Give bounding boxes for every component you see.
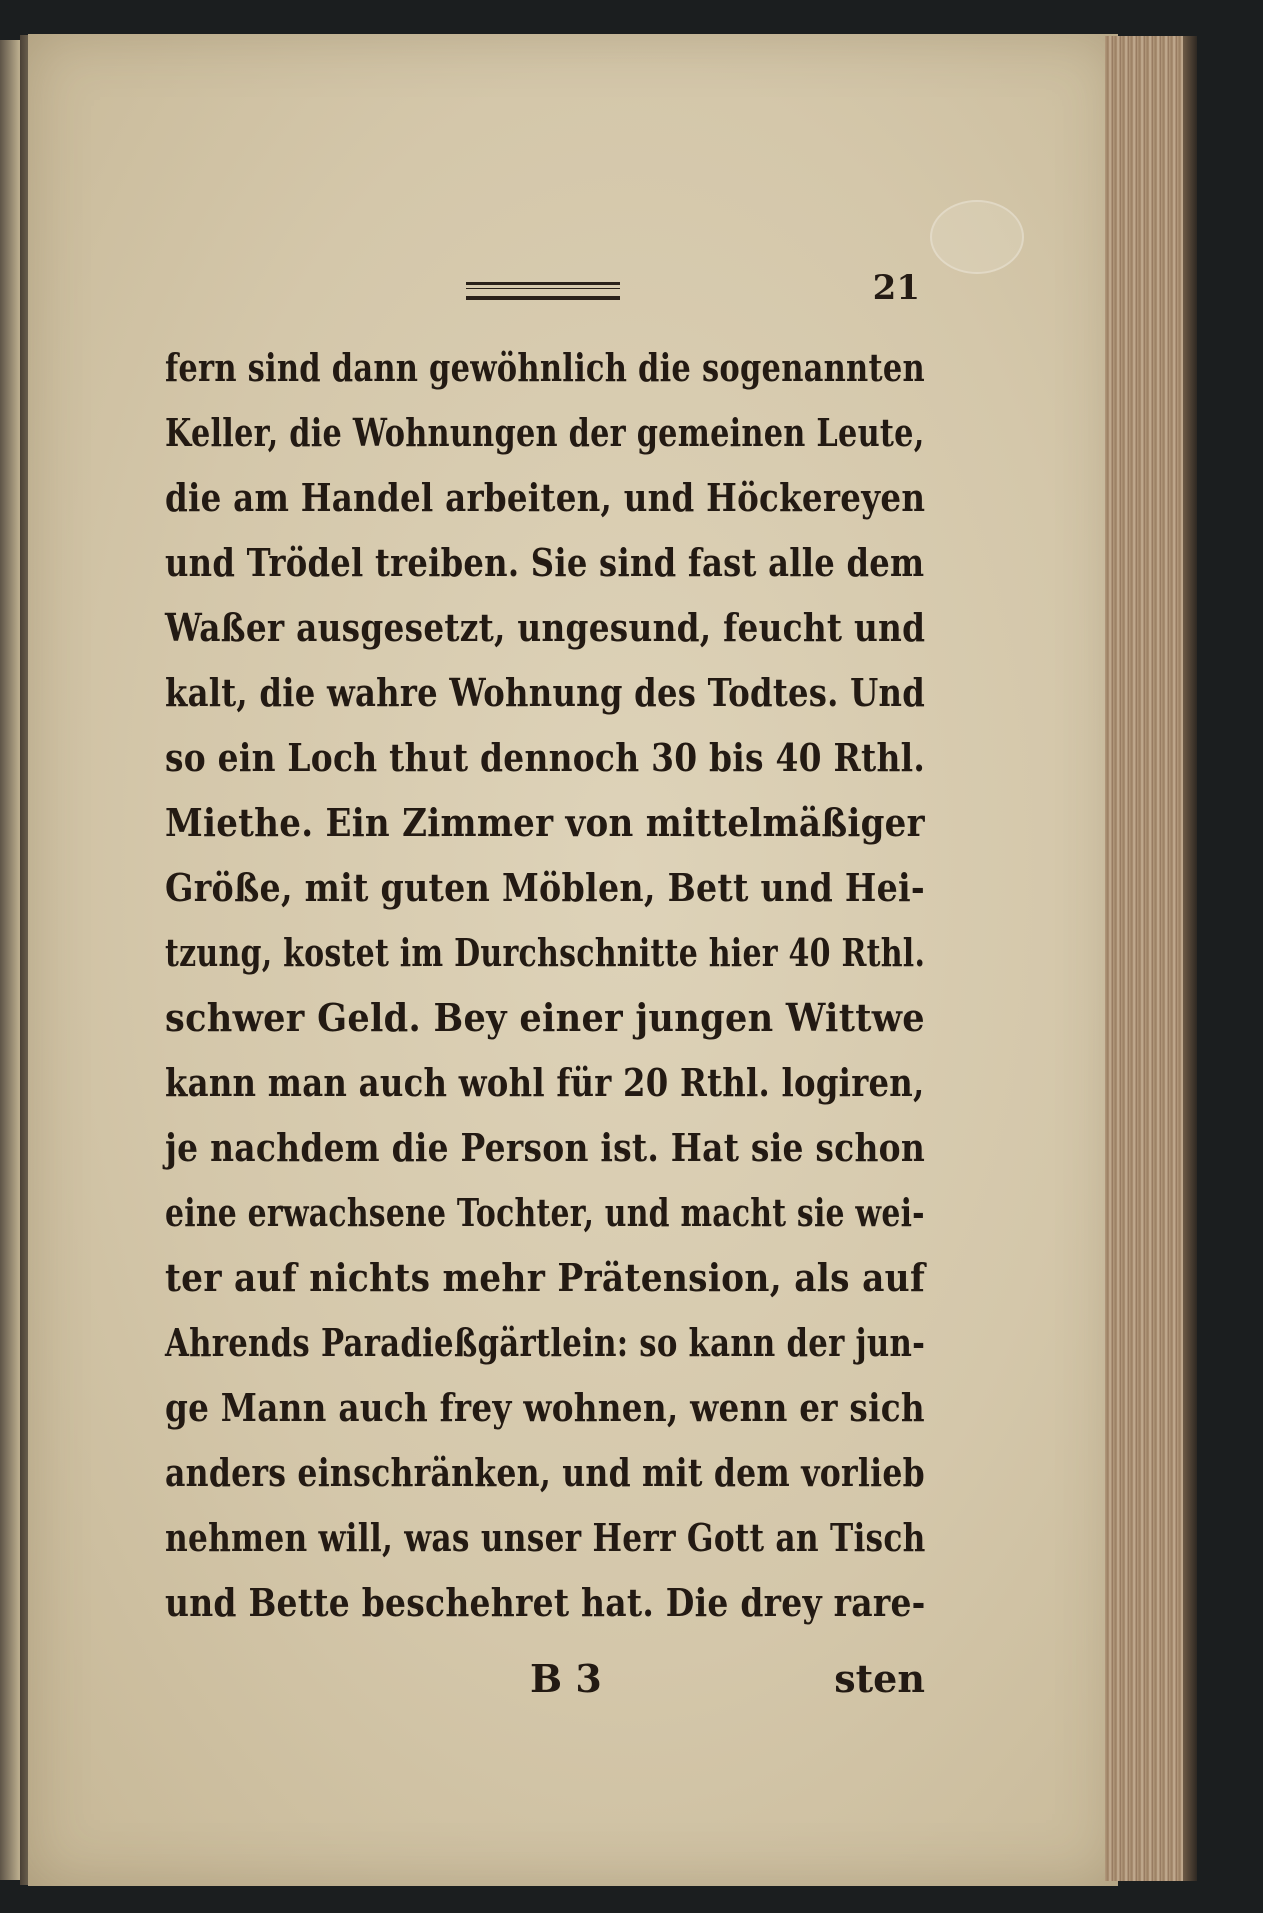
text-line: kann man auch wohl für 20 Rthl. logiren, [165, 1060, 925, 1105]
text-line: Ahrends Paradießgärtlein: so kann der jun- [165, 1320, 926, 1365]
text-line: so ein Loch thut dennoch 30 bis 40 Rthl. [165, 735, 926, 780]
text-line: ter auf nichts mehr Prätension, als auf [165, 1255, 926, 1300]
header-rule [466, 282, 620, 300]
text-line: und Trödel treiben. Sie sind fast alle dem [165, 540, 925, 585]
paper-stain [930, 200, 1024, 274]
text-line: Größe, mit guten Möblen, Bett und Hei- [165, 865, 926, 910]
text-line: Keller, die Wohnungen der gemeinen Leute, [165, 410, 925, 455]
text-line: ge Mann auch frey wohnen, wenn er sich [165, 1385, 925, 1430]
text-line: die am Handel arbeiten, und Höckereyen [165, 475, 926, 520]
text-line: je nachdem die Person ist. Hat sie schon [165, 1125, 926, 1170]
catchword: sten [834, 1656, 925, 1701]
text-line: und Bette beschehret hat. Die drey rare- [165, 1580, 926, 1625]
text-line: Waßer ausgesetzt, ungesund, feucht und [165, 605, 926, 650]
page-number: 21 [872, 268, 920, 308]
text-line: kalt, die wahre Wohnung des Todtes. Und [165, 670, 926, 715]
text-line: tzung, kostet im Durchschnitte hier 40 Rthl. [165, 930, 926, 975]
signature-mark: B 3 [530, 1656, 602, 1701]
text-line: Miethe. Ein Zimmer von mittelmäßiger [165, 800, 925, 845]
page-fore-edge [1105, 36, 1197, 1881]
text-line: nehmen will, was unser Herr Gott an Tisch [165, 1515, 926, 1560]
text-line: fern sind dann gewöhnlich die sogenannten [165, 345, 925, 390]
text-line: schwer Geld. Bey einer jungen Wittwe [165, 995, 925, 1040]
text-line: eine erwachsene Tochter, und macht sie wei- [165, 1190, 925, 1235]
text-line: anders einschränken, und mit dem vorlieb [165, 1450, 925, 1495]
